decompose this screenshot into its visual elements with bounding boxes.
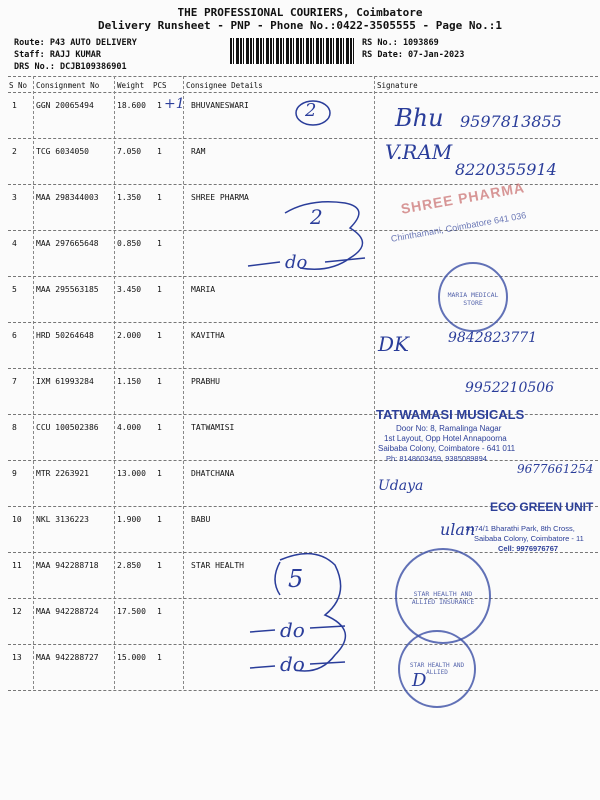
pcs-handwritten-mark: +1: [164, 96, 185, 112]
tatwamasi-stamp-line4: Ph: 8148603459, 9385089894: [386, 454, 487, 463]
row-pcs: 1: [157, 515, 162, 524]
row13-ditto-mark: do: [280, 652, 305, 676]
row-sno: 4: [12, 239, 17, 248]
row-pcs: 1: [157, 331, 162, 340]
row-consignee: BHUVANESWARI: [191, 101, 249, 110]
row-divider: [8, 322, 598, 323]
row12-ditto-mark: do: [280, 618, 305, 642]
eco-green-stamp-title: ECO GREEN UNIT: [490, 500, 594, 514]
route-label: Route: P43 AUTO DELIVERY: [14, 38, 137, 48]
col-header-pcs: PCS: [153, 81, 167, 90]
row-weight: 7.050: [117, 147, 142, 156]
row-consignment-no: IXM 61993284: [36, 377, 94, 386]
row-divider: [8, 460, 598, 461]
row-consignee: DHATCHANA: [191, 469, 235, 478]
row1-handwritten-count: 2: [305, 100, 317, 121]
row-consignment-no: HRD 50264648: [36, 331, 94, 340]
row-consignment-no: MAA 298344003: [36, 193, 99, 202]
col-header-consignment: Consignment No: [36, 81, 100, 90]
row-weight: 1.150: [117, 377, 142, 386]
row13-handwritten-mark: D: [412, 670, 427, 691]
table-top-rule: [8, 76, 598, 77]
col-header-signature: Signature: [377, 81, 418, 90]
star-health-stamp-text-lower: STAR HEALTH AND ALLIED: [409, 662, 465, 676]
row2-signature: V.RAM: [385, 140, 453, 164]
row-pcs: 1: [157, 607, 162, 616]
row-consignee: KAVITHA: [191, 331, 225, 340]
row6-phone: 9842823771: [448, 330, 538, 346]
row-pcs: 1: [157, 285, 162, 294]
row-consignment-no: MTR 2263921: [36, 469, 89, 478]
row-weight: 2.000: [117, 331, 142, 340]
row-sno: 8: [12, 423, 17, 432]
row-consignee: TATWAMISI: [191, 423, 235, 432]
star-health-stamp-lower: [398, 630, 476, 708]
row-consignment-no: MAA 942288718: [36, 561, 99, 570]
row4-ditto-mark: do: [285, 252, 308, 273]
row-divider: [8, 368, 598, 369]
drs-number: DRS No.: DCJB109386901: [14, 62, 127, 72]
tatwamasi-stamp-line3: Saibaba Colony, Coimbatore - 641 011: [378, 444, 516, 453]
count-circle-row1: [293, 98, 333, 128]
row-weight: 1.350: [117, 193, 142, 202]
row-pcs: 1: [157, 423, 162, 432]
maria-stamp-text: MARIA MEDICAL STORE: [447, 291, 499, 307]
row1-signature: Bhu: [395, 104, 444, 132]
row2-phone: 8220355914: [455, 160, 557, 179]
row-consignment-no: MAA 297665648: [36, 239, 99, 248]
row-pcs: 1: [157, 561, 162, 570]
row-weight: 13.000: [117, 469, 146, 478]
row6-signature: DK: [378, 332, 409, 356]
row-consignment-no: MAA 942288727: [36, 653, 99, 662]
row1-phone: 9597813855: [460, 112, 562, 131]
tatwamasi-stamp-line2: 1st Layout, Opp Hotel Annapoorna: [384, 434, 507, 443]
row-weight: 4.000: [117, 423, 142, 432]
row-consignee: PRABHU: [191, 377, 220, 386]
eco-green-stamp-line3: Cell: 9976976767: [498, 544, 559, 553]
ditto-brace-rows3-4: [240, 188, 380, 278]
col-header-consignee: Consignee Details: [186, 81, 263, 90]
row-consignee: RAM: [191, 147, 206, 156]
row-pcs: 1: [157, 193, 162, 202]
col-header-sno: S No: [9, 81, 28, 90]
row-consignee: STAR HEALTH: [191, 561, 244, 570]
ditto-brace-rows11-13: [240, 540, 380, 690]
company-title: THE PROFESSIONAL COURIERS, Coimbatore: [177, 6, 423, 19]
runsheet-subtitle: Delivery Runsheet - PNP - Phone No.:0422-3505555 - Page No.:1: [98, 19, 502, 32]
row-weight: 18.600: [117, 101, 146, 110]
row-sno: 1: [12, 101, 17, 110]
row-consignee: MARIA: [191, 285, 216, 294]
rs-number: RS No.: 1093869: [362, 38, 439, 48]
row-sno: 11: [12, 561, 22, 570]
maria-medical-stamp: [438, 262, 508, 332]
row-weight: 2.850: [117, 561, 142, 570]
shree-pharma-stamp-title: SHREE PHARMA: [399, 179, 527, 217]
row-sno: 13: [12, 653, 22, 662]
row-pcs: 1: [157, 147, 162, 156]
row-sno: 10: [12, 515, 22, 524]
row-sno: 3: [12, 193, 17, 202]
row-sno: 6: [12, 331, 17, 340]
row-divider: [8, 690, 598, 691]
eco-green-stamp-line2: Saibaba Colony, Coimbatore - 11: [474, 534, 584, 543]
row3-handwritten-count: 2: [310, 205, 323, 229]
row-pcs: 1: [157, 469, 162, 478]
row-sno: 2: [12, 147, 17, 156]
row-sno: 12: [12, 607, 22, 616]
row-consignment-no: CCU 100502386: [36, 423, 99, 432]
row-weight: 3.450: [117, 285, 142, 294]
row8-phone: 9952210506: [465, 380, 555, 396]
row-pcs: 1: [157, 239, 162, 248]
row-sno: 7: [12, 377, 17, 386]
table-header-rule: [8, 92, 598, 93]
row9-signature: Udaya: [378, 478, 424, 494]
row-consignment-no: TCG 6034050: [36, 147, 89, 156]
row-consignee: BABU: [191, 515, 211, 524]
row-weight: 1.900: [117, 515, 142, 524]
shree-pharma-stamp-address: Chinthamani, Coimbatore 641 036: [390, 210, 527, 244]
row-consignment-no: NKL 3136223: [36, 515, 89, 524]
tatwamasi-stamp-line1: Door No: 8, Ramalinga Nagar: [396, 424, 502, 433]
row-pcs: 1: [157, 377, 162, 386]
eco-green-stamp-line1: #174/1 Bharathi Park, 8th Cross,: [466, 524, 575, 533]
row-consignee: SHREE PHARMA: [191, 193, 249, 202]
staff-label: Staff: RAJJ KUMAR: [14, 50, 101, 60]
row-divider: [8, 138, 598, 139]
row-consignment-no: MAA 942288724: [36, 607, 99, 616]
row-sno: 9: [12, 469, 17, 478]
col-header-weight: Weight: [117, 81, 145, 90]
row-pcs: 1: [157, 653, 162, 662]
row-consignment-no: MAA 295563185: [36, 285, 99, 294]
row-weight: 17.500: [117, 607, 146, 616]
tatwamasi-stamp-title: TATWAMASI MUSICALS: [376, 407, 525, 422]
row11-handwritten-count: 5: [288, 565, 304, 593]
row-sno: 5: [12, 285, 17, 294]
barcode: [230, 38, 356, 64]
row-pcs: 1: [157, 101, 162, 110]
row-weight: 15.000: [117, 653, 146, 662]
star-health-stamp-text: STAR HEALTH AND ALLIED INSURANCE: [411, 590, 475, 606]
row9-phone: 9677661254: [517, 462, 594, 476]
rs-date: RS Date: 07-Jan-2023: [362, 50, 465, 60]
row-consignment-no: GGN 20065494: [36, 101, 94, 110]
row-weight: 0.850: [117, 239, 142, 248]
row10-signature: ulan: [440, 520, 476, 539]
